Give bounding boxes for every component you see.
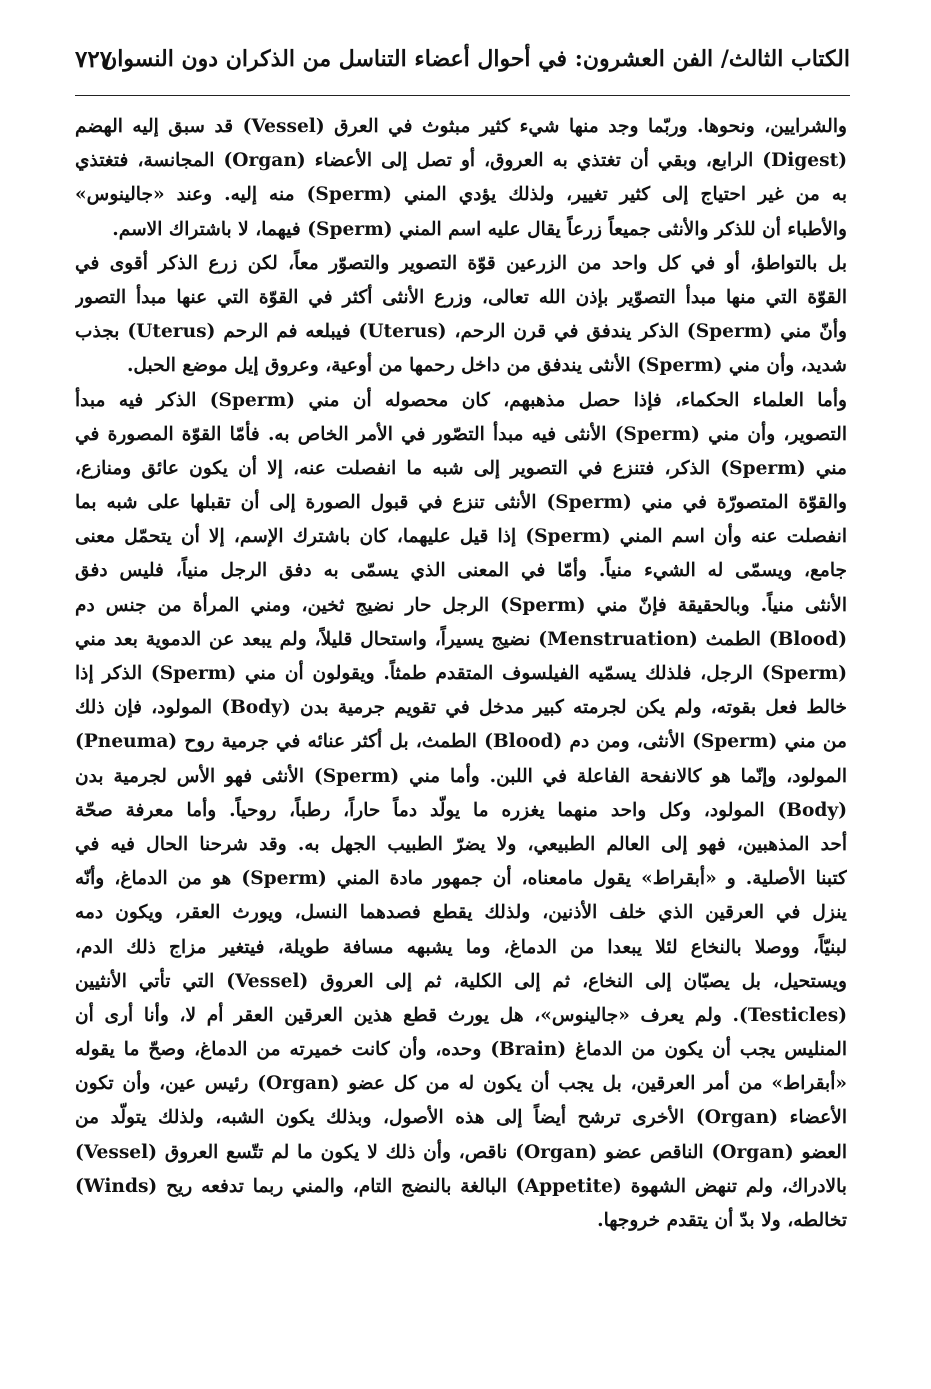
text-line: والشرايين، ونحوها. وربّما وجد منها شيء كثير مبثوث في العرق (Vessel) قد سبق إليه الهضم — [75, 116, 847, 137]
text-line: من مني (Sperm) الأنثى، ومن دم (Blood) الطمث، بل أكثر عنائه في جرمية روح (Pneuma) — [75, 731, 847, 753]
text-line: جامع، ويسمّى له الشيء منياً. وأمّا في المعنى الذي يسمّى به دفق الرجل منياً، فليس دفق — [75, 560, 847, 582]
text-line: (Testicles). ولم يعرف «جالينوس»، هل يورث قطع هذين العرقين العقر أم لا، وأنا أرى أن — [75, 1004, 847, 1026]
text-line: خالط فعل بقوته، ولم يكن لجرمته كبير مدخل في تقويم جرمية بدن (Body) المولود، فإن ذلك — [75, 697, 847, 719]
text-line: به من غير احتياج إلى كثير تغيير، ولذلك يؤدي المني (Sperm) منه إليه. وعند «جالينوس» — [75, 184, 847, 206]
text-line: أحد المذهبين، فهو إلى العالم الطبيعي، ولا يضرّ الطبيب الجهل به. وقد شرحنا الحال فيه في — [75, 833, 847, 855]
text-line: والأطباء أن للذكر والأنثى جميعاً زرعاً يقال عليه اسم المني (Sperm) فيهما، لا باشتراك الاسم. — [112, 218, 847, 240]
text-line: بل بالتواطؤ، أو في كل واحد من الزرعين قوّة التصوير والتصوّر معاً، لكن زرع الذكر أقوى في — [75, 252, 847, 274]
text-line: (Blood) الطمث (Menstruation) نضيج يسيراً، واستحال قليلاً، ولم يبعد عن الدموية بعد مني — [75, 628, 847, 650]
text-line: (Sperm) الرجل، فلذلك يسمّيه الفيلسوف المتقدم طمثاً. ويقولون أن مني (Sperm) الذكر إذا — [75, 663, 847, 684]
body-text — [75, 110, 847, 1365]
text-line: القوّة التي منها مبدأ التصوّير بإذن الله تعالى، وزرع الأنثى أكثر في القوّة التي عنها مبدأ التصور — [75, 286, 847, 308]
text-line: كتبنا الأصلية. و «أبقراط» يقول مامعناه، أن جمهور مادة المني (Sperm) هو من الدماغ، وأنّه — [75, 868, 847, 890]
header-rule — [75, 95, 850, 96]
text-line: شديد، وأن مني (Sperm) الأنثى يندفق من داخل رحمها من أوعية، وعروق إيل موضع الحبل. — [126, 355, 847, 377]
text-line: ويستحيل، بل يصبّان إلى النخاع، ثم إلى الكلية، ثم إلى العروق (Vessel) التي تأتي الأنثيين — [75, 970, 847, 992]
text-line: وأنّ مني (Sperm) الذكر يندفق في قرن الرحم، (Uterus) فيبلعه فم الرحم (Uterus) بجذب — [75, 321, 847, 343]
text-line: التصوير، وأن مني (Sperm) الأنثى فيه مبدأ التصّور في الأمر الخاص به. فأمّا القوّة المصورة في — [75, 423, 847, 445]
text-line: «أبقراط» من أمر العرقين، بل يجب أن يكون له من كل عضو (Organ) رئيس عين، وأن تكون — [75, 1073, 847, 1095]
page-header — [75, 38, 850, 88]
running-head: الكتاب الثالث/ الفن العشرون: في أحوال أعضاء التناسل من الذكران دون النسوان — [101, 46, 850, 72]
text-line: وأما العلماء الحكماء، فإذا حصل مذهبهم، كان محصوله أن مني (Sperm) الذكر فيه مبدأ — [75, 389, 847, 411]
text-line: بالادراك، ولم تنهض الشهوة (Appetite) البالغة بالنضج التام، والمني ربما تدفعه ريح (Winds) — [75, 1175, 847, 1197]
text-line: لبنيّاً، ووصلا بالنخاع لئلا يبعدا من الدماغ، وما يشبهه مسافة طويلة، فيتغير مزاج ذلك الدم، — [75, 936, 847, 958]
page-number: ٧٢٧ — [75, 46, 113, 73]
text-line: ينزل في العرقين الذي خلف الأذنين، ولذلك يقطع فصدهما النسل، ويورث العقر، ويكون دمه — [75, 902, 847, 924]
text-line: تخالطه، ولا بدّ أن يتقدم خروجها. — [597, 1210, 847, 1231]
text-line: الأعضاء (Organ) الأخرى ترشح أيضاً إلى هذه الأصول، وبذلك يكون الشبه، ولذلك يتولّد من — [75, 1107, 847, 1129]
text-line: العضو (Organ) الناقص عضو (Organ) ناقص، وأن ذلك لا يكون ما لم تتّسع العروق (Vessel) — [75, 1141, 847, 1163]
text-line: والقوّة المتصورّة في مني (Sperm) الأنثى تنزع في قبول الصورة إلى أن تقبلها على شبه بما — [75, 492, 847, 514]
text-line: انفصلت عنه وأن اسم المني (Sperm) إذا قيل عليهما، كان باشترك الإسم، إلا أن يتحمّل معنى — [75, 526, 847, 548]
text-line: (Digest) الرابع، وبقي أن تغتذي به العروق، أو تصل إلى الأعضاء (Organ) المجانسة، فتغتذي — [75, 150, 847, 172]
text-line: المنليس يجب أن يكون من الدماغ (Brain) وحده، وأن كانت خميرته من الدماغ، وصحّ ما يقوله — [75, 1039, 847, 1061]
text-line: مني (Sperm) الذكر، فتنزع في التصوير إلى شبه ما انفصلت عنه، إلا أن يكون عائق ومنازع، — [75, 457, 847, 479]
text-line: (Body) المولود، وكل واحد منهما يغزره ما يولّد دماً حاراً، رطباً، روحياً. وأما معرفة صحّة — [75, 799, 847, 821]
text-line: الأنثى منياً. وبالحقيقة فإنّ مني (Sperm) الرجل حار نضيج ثخين، ومني المرأة من جنس دم — [75, 594, 847, 616]
text-line: المولود، وإنّما هو كالانفحة الفاعلة في اللبن. وأما مني (Sperm) الأنثى فهو الأس لجرمية بدن — [75, 765, 847, 787]
